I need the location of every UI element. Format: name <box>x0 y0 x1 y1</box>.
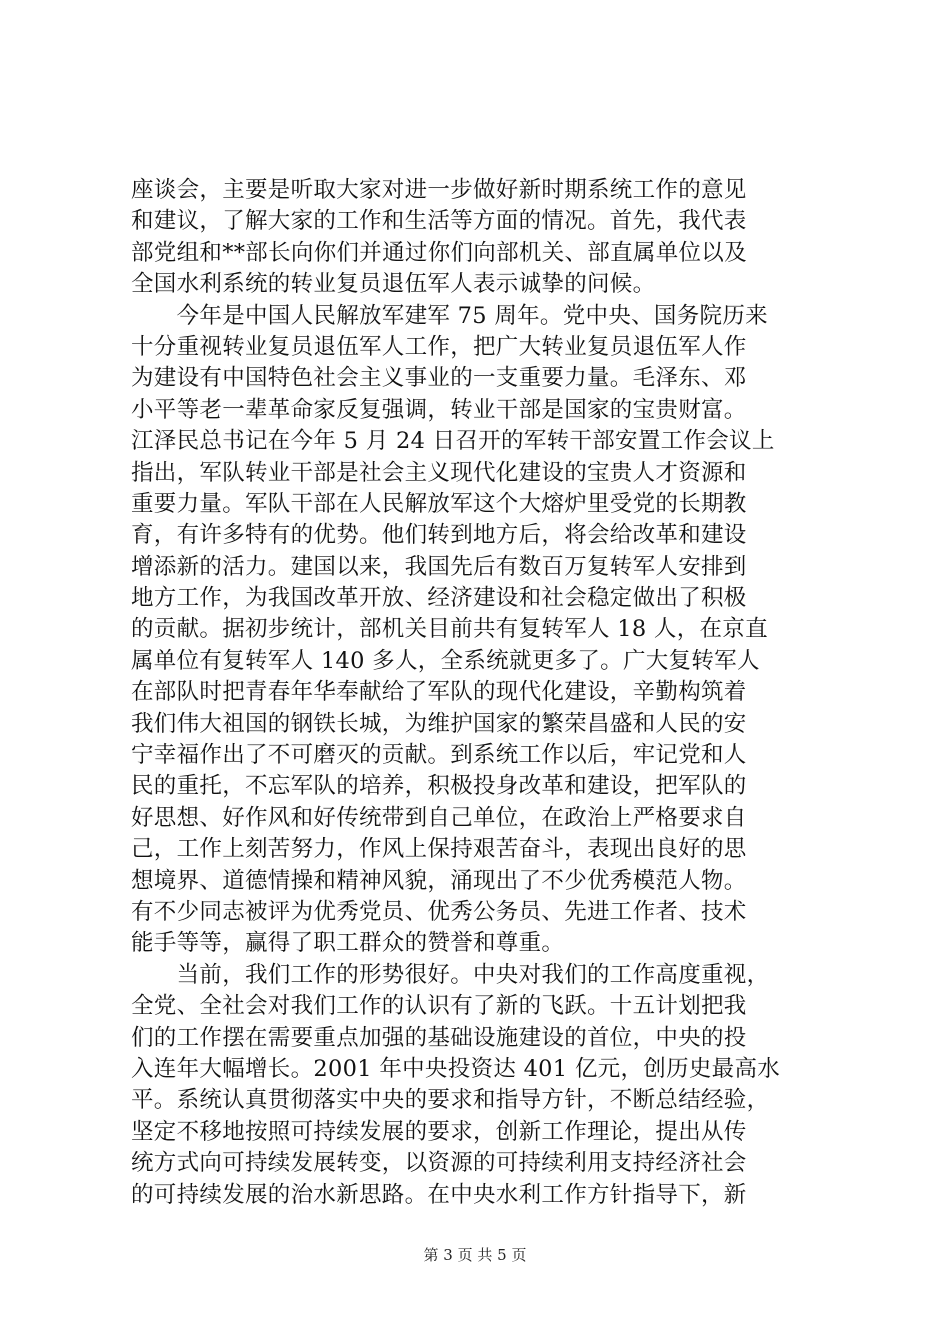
text-line: 己，工作上刻苦努力，作风上保持艰苦奋斗，表现出良好的思 <box>131 836 747 863</box>
text-line: 座谈会，主要是听取大家对进一步做好新时期系统工作的意见 <box>131 177 747 203</box>
text-line: 在部队时把青春年华奉献给了军队的现代化建设，辛勤构筑着 <box>131 679 747 706</box>
text-line: 小平等老一辈革命家反复强调，转业干部是国家的宝贵财富。 <box>131 396 747 423</box>
text-line: 十分重视转业复员退伍军人工作，把广大转业复员退伍军人作 <box>131 333 747 360</box>
text-line: 为建设有中国特色社会主义事业的一支重要力量。毛泽东、邓 <box>131 365 747 392</box>
text-line: 育，有许多特有的优势。他们转到地方后，将会给改革和建设 <box>131 522 747 549</box>
text-line: 坚定不移地按照可持续发展的要求，创新工作理论，提出从传 <box>131 1118 747 1145</box>
text-line: 统方式向可持续发展转变，以资源的可持续利用支持经济社会 <box>131 1150 747 1177</box>
text-line: 今年是中国人民解放军建军 75 周年。党中央、国务院历来 <box>131 302 768 329</box>
text-line: 全国水利系统的转业复员退伍军人表示诚挚的问候。 <box>131 271 656 298</box>
text-line: 能手等等，赢得了职工群众的赞誉和尊重。 <box>131 930 565 957</box>
text-line: 部党组和**部长向你们并通过你们向部机关、部直属单位以及 <box>131 239 747 266</box>
text-line: 江泽民总书记在今年 5 月 24 日召开的军转干部安置工作会议上 <box>131 428 775 455</box>
text-line: 重要力量。军队干部在人民解放军这个大熔炉里受党的长期教 <box>131 490 747 517</box>
text-line: 的可持续发展的治水新思路。在中央水利工作方针指导下，新 <box>131 1181 747 1208</box>
text-line: 有不少同志被评为优秀党员、优秀公务员、先进工作者、技术 <box>131 898 747 925</box>
text-line: 增添新的活力。建国以来，我国先后有数百万复转军人安排到 <box>131 553 747 580</box>
text-line: 好思想、好作风和好传统带到自己单位，在政治上严格要求自 <box>131 804 747 831</box>
text-line: 全党、全社会对我们工作的认识有了新的飞跃。十五计划把我 <box>131 993 747 1020</box>
text-line: 们的工作摆在需要重点加强的基础设施建设的首位，中央的投 <box>131 1024 747 1051</box>
text-line: 入连年大幅增长。2001 年中央投资达 401 亿元，创历史最高水 <box>131 1055 781 1082</box>
text-line: 我们伟大祖国的钢铁长城，为维护国家的繁荣昌盛和人民的安 <box>131 710 747 737</box>
page-footer: 第 3 页 共 5 页 <box>423 1246 527 1264</box>
text-line: 和建议，了解大家的工作和生活等方面的情况。首先，我代表 <box>131 208 747 235</box>
text-line: 民的重托，不忘军队的培养，积极投身改革和建设，把军队的 <box>131 773 747 800</box>
text-line: 当前，我们工作的形势很好。中央对我们的工作高度重视， <box>131 961 770 988</box>
body-text <box>131 175 827 1211</box>
text-line: 指出，军队转业干部是社会主义现代化建设的宝贵人才资源和 <box>131 459 747 486</box>
text-line: 的贡献。据初步统计，部机关目前共有复转军人 18 人，在京直 <box>131 616 768 643</box>
text-line: 属单位有复转军人 140 多人，全系统就更多了。广大复转军人 <box>131 647 760 674</box>
text-line: 地方工作，为我国改革开放、经济建设和社会稳定做出了积极 <box>131 585 747 612</box>
text-line: 平。系统认真贯彻落实中央的要求和指导方针，不断总结经验， <box>131 1087 770 1114</box>
text-line: 宁幸福作出了不可磨灭的贡献。到系统工作以后，牢记党和人 <box>131 742 747 769</box>
text-line: 想境界、道德情操和精神风貌，涌现出了不少优秀模范人物。 <box>131 867 747 894</box>
